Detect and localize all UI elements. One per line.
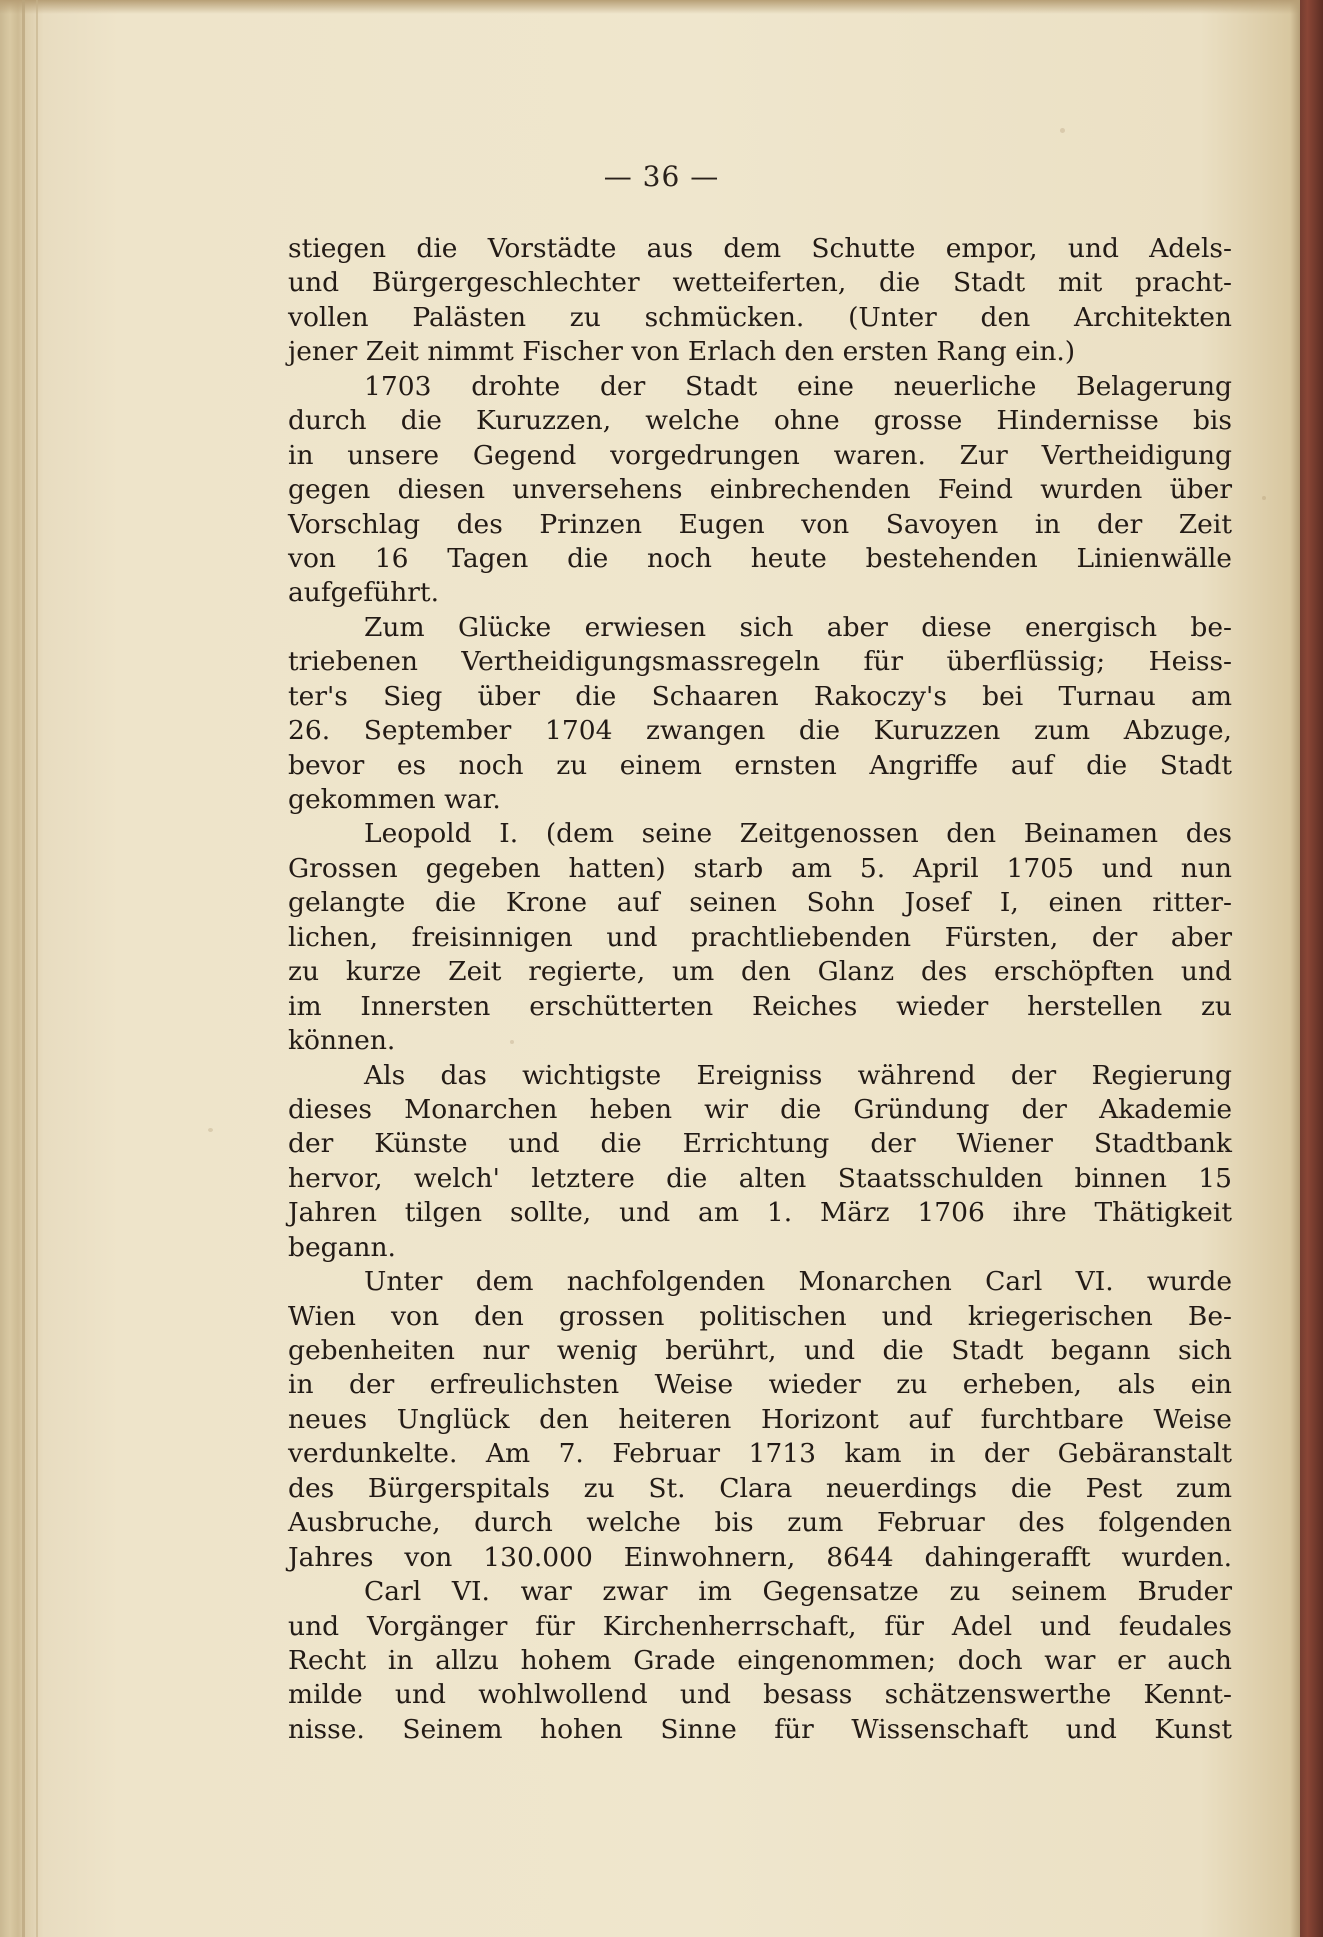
text-line: der Künste und die Errichtung der Wiener Stadtbank bbox=[288, 1128, 1232, 1160]
text-line: gebenheiten nur wenig berührt, und die Stadt begann sich bbox=[288, 1335, 1232, 1366]
text-line: Jahres von 130.000 Einwohnern, 8644 dahingerafft wurden. bbox=[288, 1541, 1232, 1573]
text-line: bevor es noch zu einem ernsten Angriffe auf die Stadt bbox=[288, 749, 1232, 781]
text-line: vollen Palästen zu schmücken. (Unter den Architekten bbox=[288, 301, 1232, 333]
text-line: gegen diesen unversehens einbrechenden Feind wurden über bbox=[288, 474, 1232, 506]
text-line: milde und wohlwollend und besass schätzenswerthe Kennt- bbox=[288, 1679, 1232, 1711]
foxing-spot bbox=[208, 1128, 213, 1132]
page-stack-line bbox=[36, 0, 38, 1937]
text-line: durch die Kuruzzen, welche ohne grosse Hindernisse bis bbox=[288, 405, 1232, 437]
text-line: lichen, freisinnigen und prachtliebenden Fürsten, der aber bbox=[288, 921, 1232, 953]
text-line: begann. bbox=[288, 1231, 396, 1263]
text-line: neues Unglück den heiteren Horizont auf furchtbare Weise bbox=[288, 1403, 1232, 1435]
text-line: in der erfreulichsten Weise wieder zu erheben, als ein bbox=[288, 1369, 1232, 1401]
text-line: Carl VI. war zwar im Gegensatze zu seinem Bruder bbox=[364, 1576, 1232, 1608]
text-line: im Innersten erschütterten Reiches wieder herstellen zu bbox=[288, 990, 1232, 1022]
book-cover-edge bbox=[1297, 0, 1323, 1937]
page-top-shadow bbox=[0, 0, 1300, 14]
text-line: Wien von den grossen politischen und kriegerischen Be- bbox=[288, 1300, 1232, 1332]
text-line: jener Zeit nimmt Fischer von Erlach den ersten Rang ein.) bbox=[288, 336, 1076, 368]
text-line: Zum Glücke erwiesen sich aber diese energisch be- bbox=[364, 611, 1232, 643]
text-line: Ausbruche, durch welche bis zum Februar des folgenden bbox=[288, 1507, 1232, 1539]
text-line: aufgeführt. bbox=[288, 577, 440, 609]
text-line: Jahren tilgen sollte, und am 1. März 1706 ihre Thätigkeit bbox=[288, 1197, 1232, 1229]
text-line: Grossen gegeben hatten) starb am 5. April 1705 und nun bbox=[288, 852, 1232, 884]
text-line: gelangte die Krone auf seinen Sohn Josef I, einen ritter- bbox=[288, 887, 1232, 919]
text-line: und Bürgergeschlechter wetteiferten, die Stadt mit pracht- bbox=[288, 267, 1232, 299]
foxing-spot bbox=[1262, 496, 1266, 500]
text-line: nisse. Seinem hohen Sinne für Wissenschaft und Kunst bbox=[288, 1713, 1232, 1745]
body-text bbox=[288, 232, 1232, 1747]
text-line: zu kurze Zeit regierte, um den Glanz des erschöpften und bbox=[288, 956, 1232, 988]
text-line: hervor, welch' letztere die alten Staatsschulden binnen 15 bbox=[288, 1162, 1232, 1194]
text-line: dieses Monarchen heben wir die Gründung der Akademie bbox=[288, 1093, 1232, 1125]
text-line: gekommen war. bbox=[288, 784, 501, 815]
text-line: in unsere Gegend vorgedrungen waren. Zur Vertheidigung bbox=[288, 439, 1232, 471]
text-line: Unter dem nachfolgenden Monarchen Carl VI. wurde bbox=[364, 1266, 1232, 1298]
foxing-spot bbox=[1060, 128, 1065, 133]
text-line: Leopold I. (dem seine Zeitgenossen den Beinamen des bbox=[364, 818, 1232, 850]
text-line: und Vorgänger für Kirchenherrschaft, für Adel und feudales bbox=[288, 1610, 1232, 1642]
text-line: des Bürgerspitals zu St. Clara neuerdings die Pest zum bbox=[288, 1472, 1232, 1504]
page-number: — 36 — bbox=[603, 160, 720, 193]
text-line: verdunkelte. Am 7. Februar 1713 kam in der Gebäranstalt bbox=[288, 1438, 1232, 1470]
text-line: Vorschlag des Prinzen Eugen von Savoyen in der Zeit bbox=[288, 508, 1232, 540]
text-line: Als das wichtigste Ereigniss während der Regierung bbox=[364, 1059, 1232, 1091]
text-line: triebenen Vertheidigungsmassregeln für überflüssig; Heiss- bbox=[288, 646, 1232, 678]
text-line: können. bbox=[288, 1025, 396, 1057]
text-line: von 16 Tagen die noch heute bestehenden Linienwälle bbox=[288, 542, 1232, 574]
text-line: 26. September 1704 zwangen die Kuruzzen zum Abzuge, bbox=[288, 715, 1232, 747]
text-line: stiegen die Vorstädte aus dem Schutte empor, und Adels- bbox=[288, 233, 1232, 264]
text-line: Recht in allzu hohem Grade eingenommen; doch war er auch bbox=[288, 1644, 1232, 1676]
text-line: ter's Sieg über die Schaaren Rakoczy's bei Turnau am bbox=[288, 680, 1232, 712]
text-line: 1703 drohte der Stadt eine neuerliche Belagerung bbox=[364, 370, 1232, 402]
page-stack-line bbox=[22, 0, 25, 1937]
